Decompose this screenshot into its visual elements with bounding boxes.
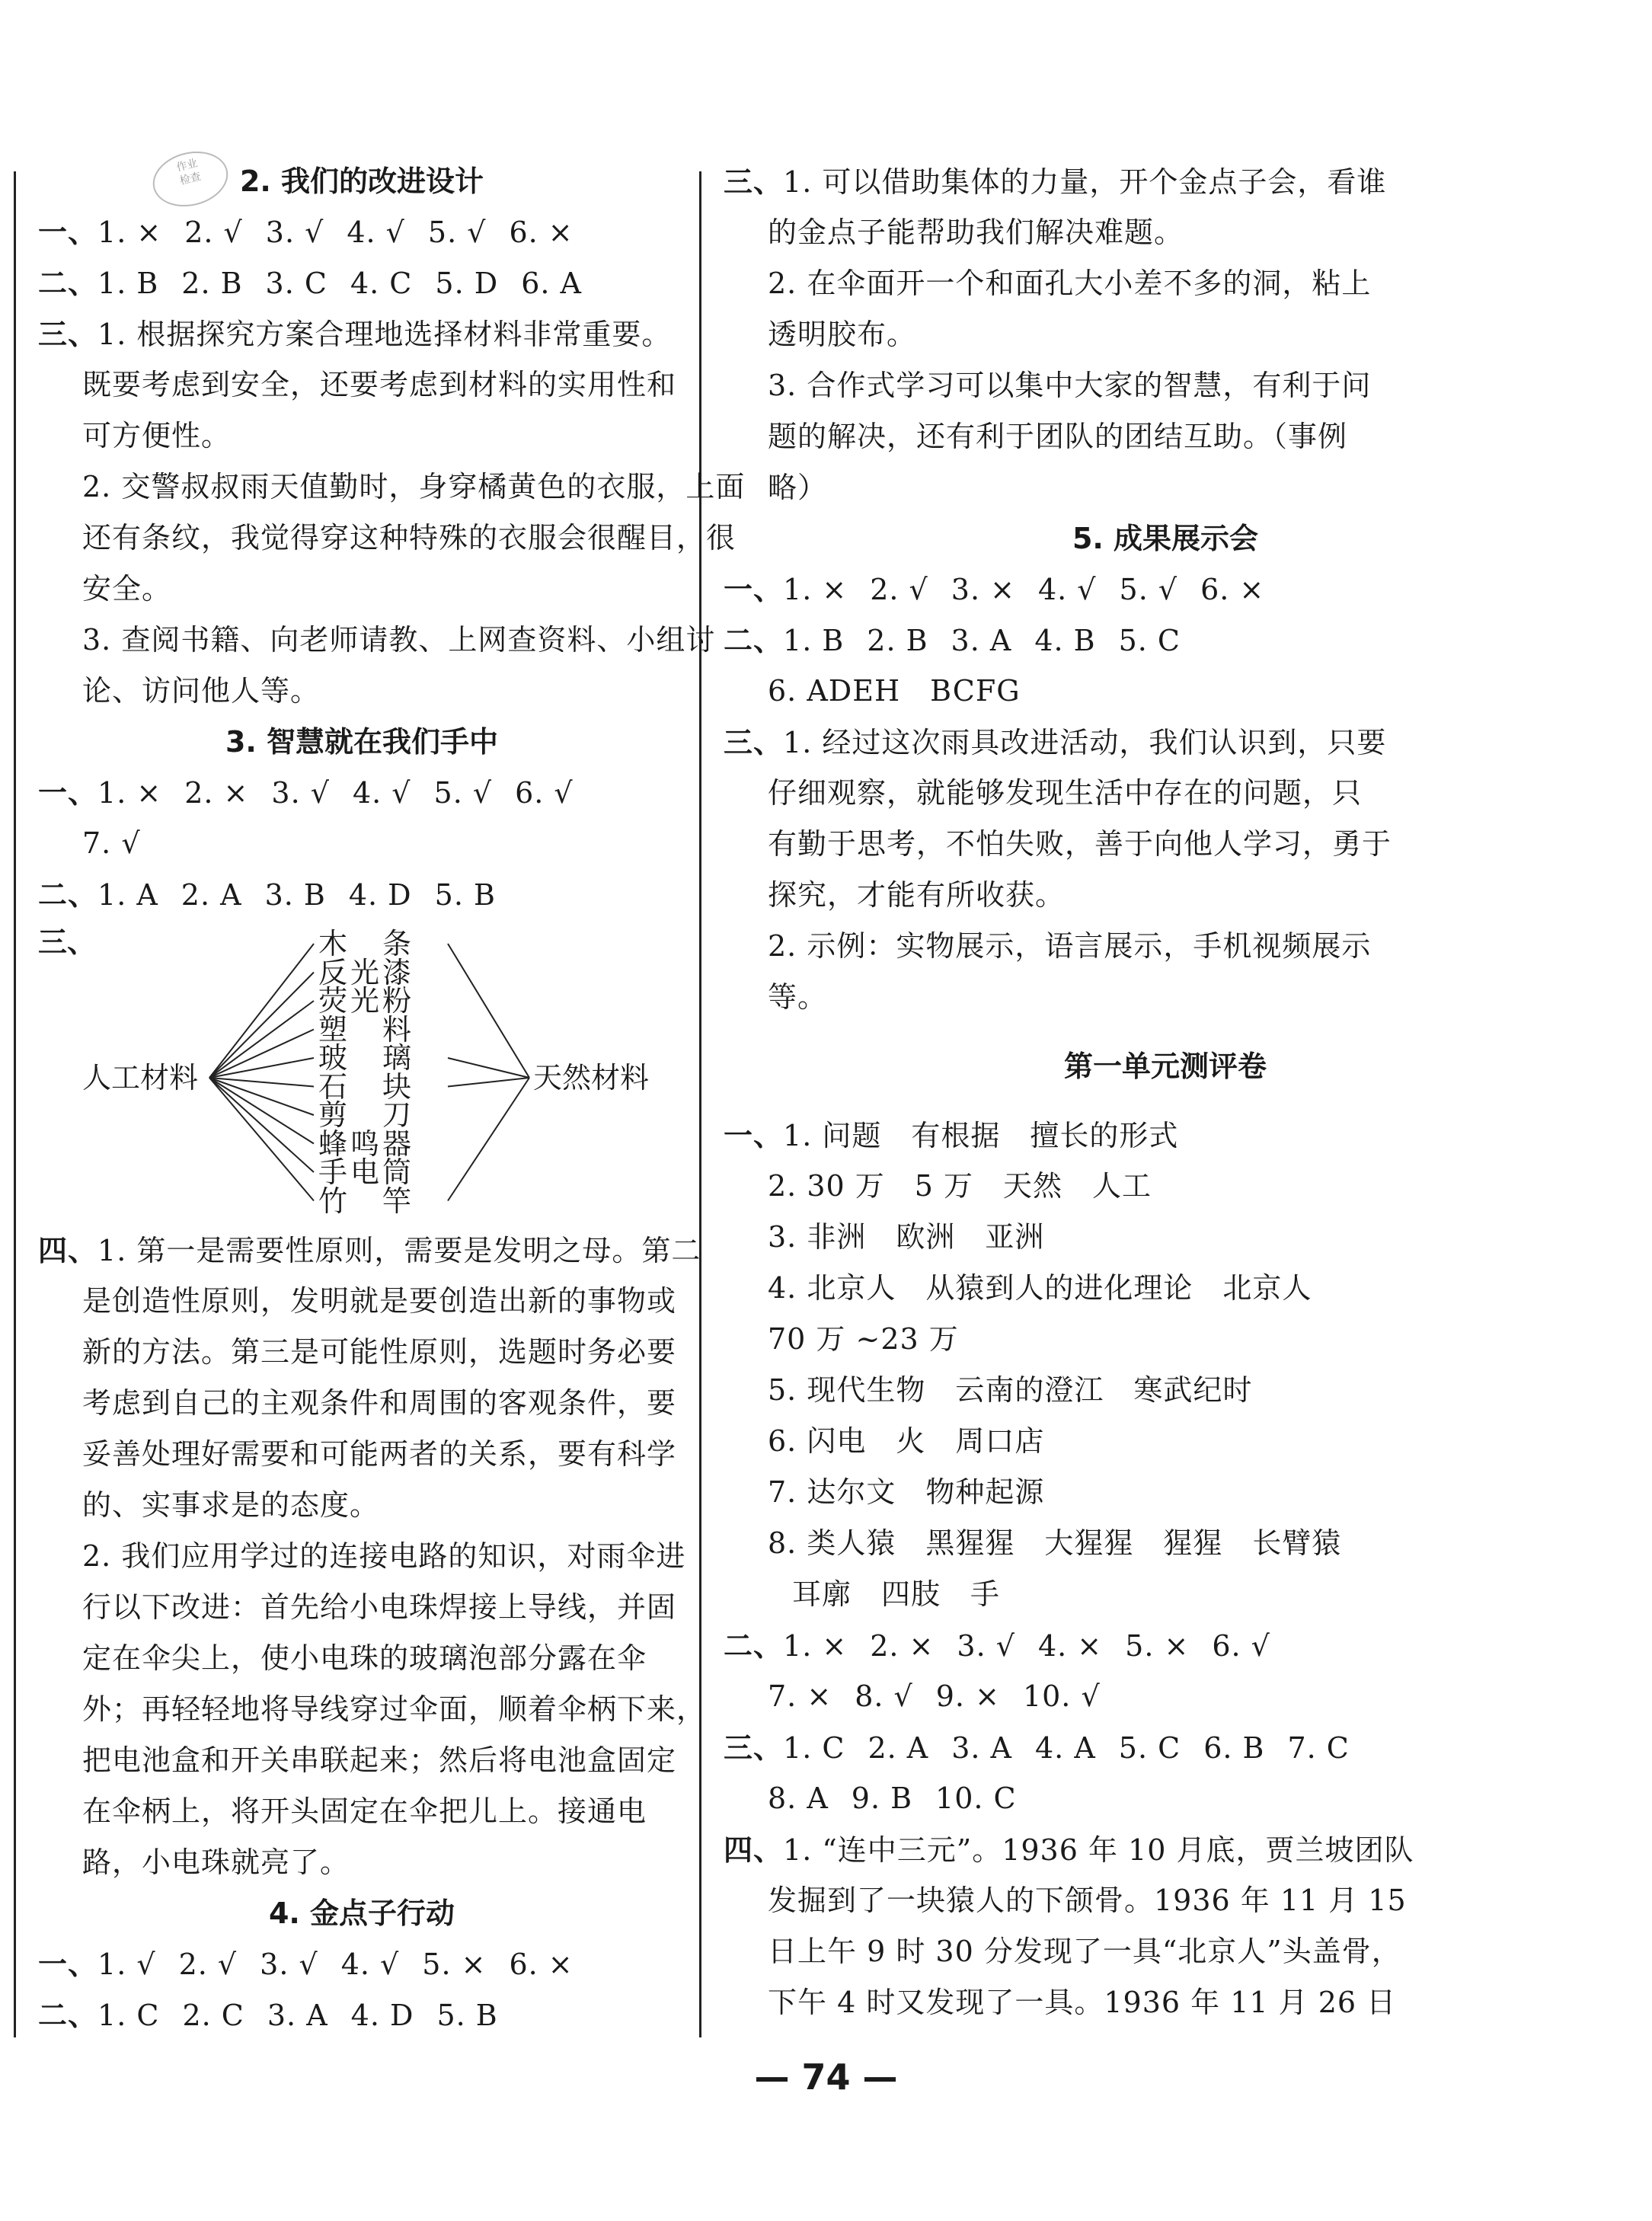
paragraph-line: 行以下改进：首先给小电珠焊接上导线，并固 xyxy=(82,1590,677,1624)
fill-in-line: 8. 类人猿 黑猩猩 大猩猩 猩猩 长臂猿 xyxy=(768,1526,1342,1560)
section-title: 3. 智慧就在我们手中 xyxy=(225,725,499,759)
answer-row: 一、1. × 2. √ 3. √ 4. √ 5. √ 6. × xyxy=(38,206,685,257)
answer-item: 10. √ xyxy=(1022,1679,1101,1713)
answer-item: 3. √ xyxy=(265,216,324,249)
answer-row: 二、1. B 2. B 3. C 4. C 5. D 6. A xyxy=(38,257,685,308)
answer-item: 9. × xyxy=(935,1679,1000,1713)
answer-row: 7. √ xyxy=(82,826,141,860)
answer-item: 5. × xyxy=(1125,1629,1190,1663)
answer-item: 5. B xyxy=(436,1999,498,2032)
paragraph-line: 路，小电珠就亮了。 xyxy=(82,1846,350,1879)
answer-item: 3. √ xyxy=(957,1629,1015,1663)
paragraph-group xyxy=(38,1225,707,1888)
material-item: 塑 料 xyxy=(318,1012,415,1047)
answer-item: 9. B xyxy=(851,1782,913,1815)
fill-in-line: 耳廓 四肢 手 xyxy=(792,1577,1001,1611)
paragraph-line: 考虑到自己的主观条件和周围的客观条件，要 xyxy=(82,1386,677,1420)
answer-item: 4. √ xyxy=(1037,573,1097,606)
answer-item: 1. √ xyxy=(97,1948,156,1981)
answer-row: 一、1. × 2. × 3. √ 4. √ 5. √ 6. √ xyxy=(38,767,685,818)
answer-item: 4. A xyxy=(1035,1731,1096,1765)
answer-item: 1. × xyxy=(783,573,848,606)
connector-line xyxy=(209,1078,314,1087)
right-column xyxy=(724,156,1607,2028)
paragraph-line: 安全。 xyxy=(82,572,172,606)
section-title: 5. 成果展示会 xyxy=(1072,522,1259,555)
answer-item: 5. C xyxy=(1118,1731,1181,1765)
fill-in-line: 4. 北京人 从猿到人的进化理论 北京人 xyxy=(768,1271,1312,1305)
answer-item: 3. √ xyxy=(260,1948,318,1981)
paragraph-line: 既要考虑到安全，还要考虑到材料的实用性和 xyxy=(82,368,677,401)
answer-item: 3. A xyxy=(951,1731,1012,1765)
answer-item: 4. D xyxy=(350,1999,414,2032)
answer-item: 4. B xyxy=(1034,624,1096,657)
answer-item: 5. √ xyxy=(427,216,487,249)
paragraph-line: 的、实事求是的态度。 xyxy=(82,1488,380,1522)
stamp-icon: 作业 检查 xyxy=(147,144,234,214)
paragraph-group xyxy=(38,308,746,717)
answer-item: 6. √ xyxy=(1212,1629,1270,1663)
answer-item: 2. B xyxy=(181,267,243,300)
paragraph-line: 四、1. 第一是需要性原则，需要是发明之母。第二 xyxy=(38,1233,701,1267)
paragraph-line: 2. 交警叔叔雨天值勤时，身穿橘黄色的衣服，上面 xyxy=(82,470,746,503)
paragraph-line: 定在伞尖上，使小电珠的玻璃泡部分露在伞 xyxy=(82,1641,647,1675)
answer-row: 二、1. B 2. B 3. A 4. B 5. C xyxy=(724,615,1607,666)
paragraph-line: 3. 查阅书籍、向老师请教、上网查资料、小组讨 xyxy=(82,623,716,657)
paragraph-line: 三、1. 根据探究方案合理地选择材料非常重要。 xyxy=(38,317,672,351)
paragraph-line: 探究，才能有所收获。 xyxy=(768,878,1066,912)
left-column xyxy=(38,156,746,2040)
section-title: 4. 金点子行动 xyxy=(268,1897,455,1930)
answer-item: 2. √ xyxy=(870,573,928,606)
paragraph-line: 在伞柄上，将开头固定在伞把儿上。接通电 xyxy=(82,1794,647,1828)
material-item: 玻 璃 xyxy=(318,1041,415,1075)
connector-line xyxy=(209,944,314,1078)
answer-item: 1. B xyxy=(783,624,845,657)
right-category-label: 天然材料 xyxy=(533,1061,650,1095)
paragraph-line: 2. 在伞面开一个和面孔大小差不多的洞，粘上 xyxy=(768,267,1372,300)
fill-in-line: 5. 现代生物 云南的澄江 寒武纪时 xyxy=(768,1373,1253,1407)
fill-in-line: 70 万 ~23 万 xyxy=(768,1322,959,1356)
answer-item: 3. C xyxy=(265,267,328,300)
paragraph-line: 三、1. 可以借助集体的力量，开个金点子会，看谁 xyxy=(724,165,1387,199)
answer-item: 2. √ xyxy=(184,216,243,249)
answer-item: 1. × xyxy=(97,216,162,249)
answer-item: 2. × xyxy=(870,1629,935,1663)
page-number: — 74 — xyxy=(754,2056,898,2098)
paragraph-group xyxy=(724,156,1607,513)
paragraph-group xyxy=(724,1824,1607,2028)
material-item: 蜂鸣器 xyxy=(318,1126,415,1161)
fill-in-line: 3. 非洲 欧洲 亚洲 xyxy=(768,1220,1045,1254)
paragraph-line: 日上午 9 时 30 分发现了一具“北京人”头盖骨， xyxy=(768,1935,1401,1968)
answer-item: 5. × xyxy=(422,1948,487,1981)
answer-item: 8. √ xyxy=(855,1679,913,1713)
paragraph-line: 下午 4 时又发现了一具。1936 年 11 月 26 日 xyxy=(768,1986,1397,2019)
connector-line xyxy=(448,1078,529,1201)
question-label: 三、 xyxy=(38,925,97,959)
column-divider xyxy=(699,171,701,2037)
paragraph-line: 透明胶布。 xyxy=(768,318,917,351)
answer-item: 4. × xyxy=(1037,1629,1103,1663)
material-item: 手电筒 xyxy=(318,1155,415,1189)
paragraph-line: 仔细观察，就能够发现生活中存在的问题，只 xyxy=(768,776,1363,810)
material-item: 竹 竿 xyxy=(318,1184,415,1218)
answer-row: 三、1. C 2. A 3. A 4. A 5. C 6. B 7. C xyxy=(724,1722,1607,1773)
answer-item: 6. × xyxy=(509,216,574,249)
connector-line xyxy=(448,1058,529,1078)
answer-item: 3. A xyxy=(951,624,1012,657)
answer-item: 1. C xyxy=(97,1999,160,2032)
answer-item: 5. B xyxy=(434,878,496,912)
answer-row xyxy=(724,1773,1607,1824)
answer-item: 1. × xyxy=(97,776,162,810)
answer-row: 一、1. × 2. √ 3. × 4. √ 5. √ 6. × xyxy=(724,564,1607,615)
answer-item: 6. √ xyxy=(515,776,574,810)
answer-row: 一、1. √ 2. √ 3. √ 4. √ 5. × 6. × xyxy=(38,1938,685,1989)
answer-item: 4. C xyxy=(350,267,413,300)
answer-row: 6. ADEH BCFG xyxy=(768,674,1021,708)
material-item: 反光漆 xyxy=(318,955,415,989)
paragraph-line: 把电池盒和开关串联起来；然后将电池盒固定 xyxy=(82,1743,677,1777)
paragraph-line: 新的方法。第三是可能性原则，选题时务必要 xyxy=(82,1335,677,1369)
answer-item: 6. × xyxy=(509,1948,574,1981)
fill-in-line: 7. 达尔文 物种起源 xyxy=(768,1475,1045,1509)
paragraph-line: 有勤于思考，不怕失败，善于向他人学习，勇于 xyxy=(768,827,1392,861)
answer-item: 3. √ xyxy=(271,776,330,810)
answer-item: 2. √ xyxy=(178,1948,238,1981)
left-category-label: 人工材料 xyxy=(82,1061,199,1095)
answer-item: 2. C xyxy=(182,1999,244,2032)
paragraph-line: 略） xyxy=(768,471,828,504)
paragraph-group xyxy=(724,717,1607,1023)
material-matching-diagram xyxy=(38,920,685,1225)
answer-item: 2. × xyxy=(184,776,249,810)
answer-row: 二、1. A 2. A 3. B 4. D 5. B xyxy=(38,869,685,920)
answer-row: 二、1. C 2. C 3. A 4. D 5. B xyxy=(38,1989,685,2040)
section-title: 2. 我们的改进设计 xyxy=(239,165,484,198)
answer-item: 2. B xyxy=(867,624,928,657)
paragraph-line: 2. 示例：实物展示，语言展示，手机视频展示 xyxy=(768,929,1372,963)
answer-item: 6. B xyxy=(1203,1731,1265,1765)
answer-item: 6. × xyxy=(1200,573,1265,606)
paragraph-line: 还有条纹，我觉得穿这种特殊的衣服会很醒目，很 xyxy=(82,521,737,554)
answer-item: 5. D xyxy=(435,267,499,300)
answer-item: 5. √ xyxy=(1119,573,1178,606)
connector-line xyxy=(448,944,529,1078)
answer-item: 3. × xyxy=(951,573,1015,606)
paragraph-line: 妥善处理好需要和可能两者的关系，要有科学 xyxy=(82,1437,677,1471)
paragraph-line: 3. 合作式学习可以集中大家的智慧，有利于问 xyxy=(768,369,1372,402)
answer-item: 5. √ xyxy=(433,776,493,810)
answer-item: 8. A xyxy=(768,1782,829,1815)
answer-item: 1. B xyxy=(97,267,159,300)
answer-item: 3. A xyxy=(267,1999,328,2032)
paragraph-line: 等。 xyxy=(768,980,828,1014)
answer-item: 1. C xyxy=(783,1731,845,1765)
answer-item: 3. B xyxy=(264,878,326,912)
paragraph-line: 2. 我们应用学过的连接电路的知识，对雨伞进 xyxy=(82,1539,686,1573)
fill-in-line: 2. 30 万 5 万 天然 人工 xyxy=(768,1169,1152,1203)
answer-item: 1. A xyxy=(97,878,158,912)
answer-item: 2. A xyxy=(868,1731,929,1765)
fill-in-line: 6. 闪电 火 周口店 xyxy=(768,1424,1045,1458)
answer-item: 7. × xyxy=(768,1679,832,1713)
paragraph-line: 可方便性。 xyxy=(82,419,232,452)
fill-in-line: 一、1. 问题 有根据 擅长的形式 xyxy=(724,1118,1179,1152)
answer-item: 4. √ xyxy=(347,216,405,249)
paragraph-line: 是创造性原则，发明就是要创造出新的事物或 xyxy=(82,1284,677,1318)
answer-item: 6. A xyxy=(521,267,582,300)
paragraph-line: 三、1. 经过这次雨具改进活动，我们认识到，只要 xyxy=(724,725,1387,759)
material-item: 石 块 xyxy=(318,1069,415,1104)
answer-row xyxy=(724,1671,1607,1722)
connector-line xyxy=(209,1078,314,1172)
material-item: 木 条 xyxy=(318,927,415,960)
answer-item: 4. D xyxy=(348,878,412,912)
answer-item: 2. A xyxy=(181,878,242,912)
material-item: 荧光粉 xyxy=(318,984,415,1018)
paragraph-line: 发掘到了一块猿人的下颌骨。1936 年 11 月 15 xyxy=(768,1884,1407,1917)
left-margin-rule xyxy=(14,171,16,2037)
paragraph-line: 四、1. “连中三元”。1936 年 10 月底，贾兰坡团队 xyxy=(724,1833,1414,1867)
fill-in-list xyxy=(724,1110,1607,1620)
material-item: 剪 刀 xyxy=(318,1098,415,1132)
paragraph-line: 外；再轻轻地将导线穿过伞面，顺着伞柄下来， xyxy=(82,1692,707,1726)
answer-item: 7. C xyxy=(1287,1731,1350,1765)
answer-item: 10. C xyxy=(935,1782,1017,1815)
answer-row: 二、1. × 2. × 3. √ 4. × 5. × 6. √ xyxy=(724,1620,1607,1671)
connector-line xyxy=(209,1001,314,1078)
connector-line xyxy=(209,1078,314,1144)
paragraph-line: 论、访问他人等。 xyxy=(82,674,321,708)
paragraph-line: 的金点子能帮助我们解决难题。 xyxy=(768,216,1184,249)
answer-item: 4. √ xyxy=(352,776,411,810)
answer-item: 5. C xyxy=(1118,624,1181,657)
connector-line xyxy=(209,1030,314,1079)
test-title: 第一单元测评卷 xyxy=(1063,1050,1267,1083)
connector-line xyxy=(209,973,314,1079)
answer-item: 4. √ xyxy=(340,1948,400,1981)
answer-item: 1. × xyxy=(783,1629,848,1663)
connector-line xyxy=(448,1078,529,1087)
paragraph-line: 题的解决，还有利于团队的团结互助。（事例 xyxy=(768,420,1348,453)
